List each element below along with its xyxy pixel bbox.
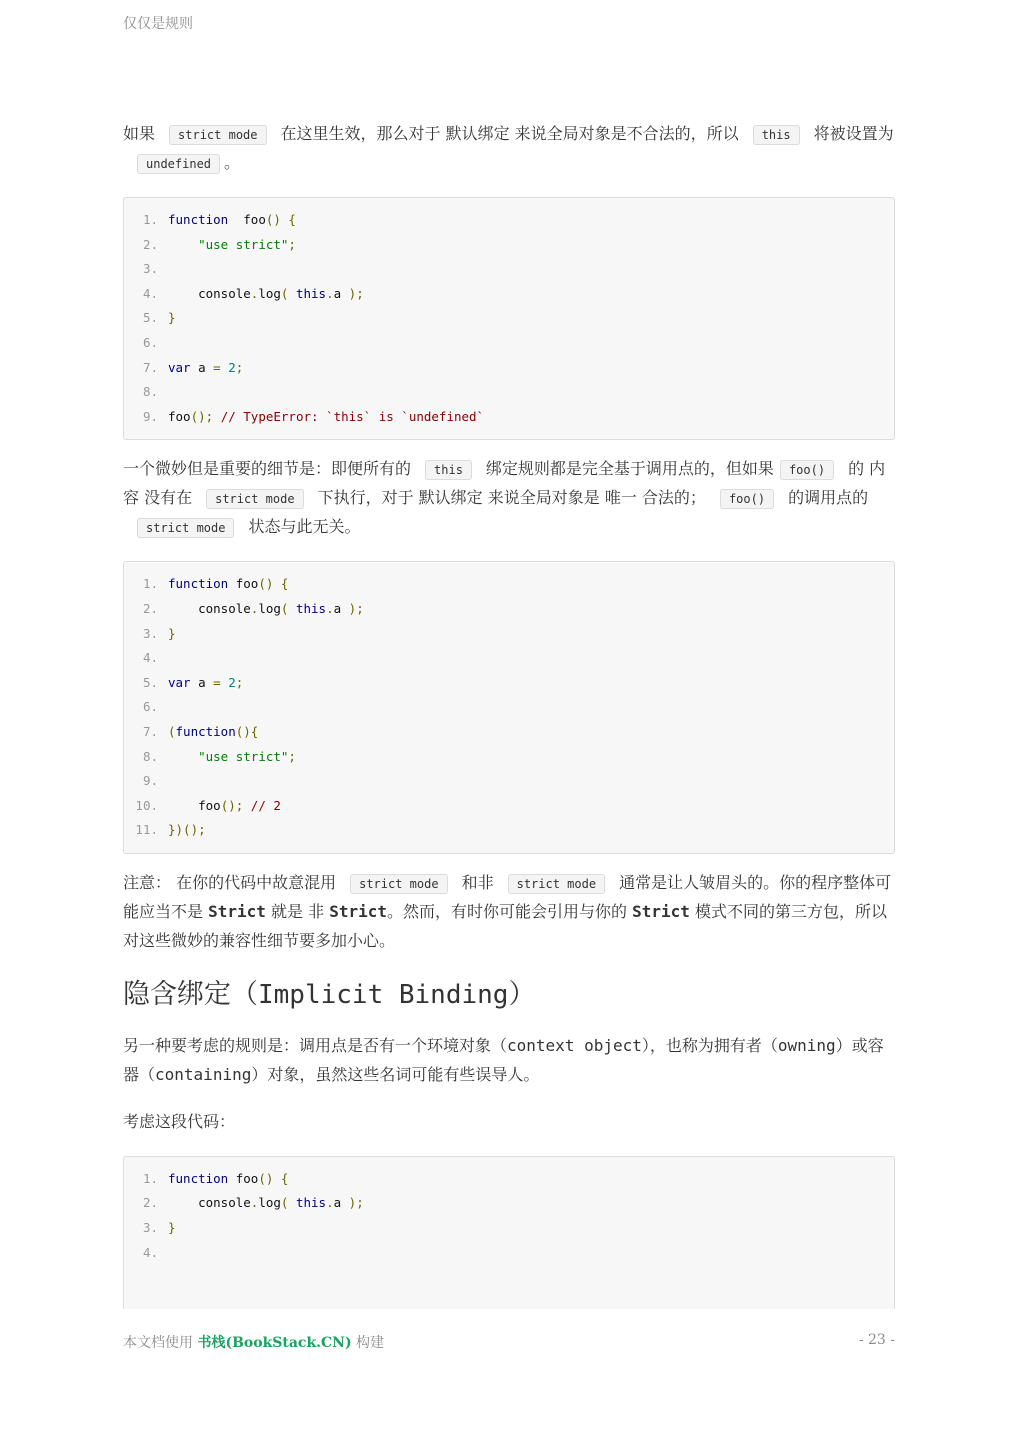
section-heading-implicit-binding (123, 975, 895, 1015)
line-number: 1. (142, 576, 158, 592)
inline-code: undefined (137, 154, 220, 174)
code-text: } (168, 1220, 176, 1236)
text: 绑定规则都是完全基于调用点的，但如果 (485, 459, 774, 479)
footer-text: 构建 (351, 1335, 385, 1351)
code-line (124, 597, 894, 622)
line-number: 2. (142, 1195, 158, 1211)
line-number: 4. (142, 650, 158, 666)
code-text: console.log( this.a ); (168, 600, 364, 616)
strict-term: Strict (329, 901, 387, 921)
code-block-3 (123, 1156, 895, 1309)
text: 隐含绑定（ (123, 978, 258, 1010)
text: 状态与此无关。 (248, 517, 361, 537)
code-text: "use strict"; (198, 236, 296, 252)
inline-code: strict mode (137, 518, 234, 538)
text: ） (508, 978, 536, 1010)
line-number: 8. (142, 748, 158, 764)
code-line (124, 622, 894, 647)
code-line (124, 356, 894, 381)
page-footer (123, 1332, 895, 1352)
inline-code: strict mode (350, 874, 447, 894)
code-text: })(); (168, 822, 206, 838)
paragraph-note (123, 868, 895, 955)
page-number: - 23 - (858, 1332, 895, 1348)
code-text: function foo() { (168, 1170, 289, 1186)
line-number: 11. (135, 822, 158, 838)
line-number: 5. (142, 674, 158, 690)
code-line (124, 695, 894, 720)
term: context object (507, 1035, 642, 1055)
line-number: 3. (142, 1220, 158, 1236)
code-text: foo(); // TypeError: `this` is `undefined` (168, 408, 485, 424)
text: 通常是让人皱眉头的。你的程序整体可能应当不是 (123, 872, 892, 921)
code-text: var a = 2; (168, 359, 244, 375)
text: ）对象，虽然这些名词可能有些误导人。 (251, 1064, 540, 1084)
code-text: console.log( this.a ); (168, 285, 364, 301)
code-line (124, 208, 894, 233)
line-number: 7. (142, 359, 158, 375)
text: 注意： 在你的代码中故意混用 (123, 872, 337, 892)
code-line (124, 1167, 894, 1192)
code-line (124, 818, 894, 843)
inline-code: foo() (720, 489, 774, 509)
text: ）或容器（ (123, 1035, 884, 1084)
line-number: 5. (142, 310, 158, 326)
line-number: 1. (142, 1170, 158, 1186)
footer-text: 本文档使用 (123, 1335, 198, 1351)
strict-term: Strict (632, 901, 690, 921)
line-number: 8. (142, 384, 158, 400)
code-text: var a = 2; (168, 674, 244, 690)
paragraph-consider-code: 考虑这段代码： (123, 1111, 236, 1131)
line-number: 7. (142, 723, 158, 739)
line-number: 6. (142, 334, 158, 350)
code-text: } (168, 310, 176, 326)
code-line (124, 306, 894, 331)
text: 。然而，有时你可能会引用与你的 (386, 901, 627, 921)
code-text: function foo() { (168, 212, 296, 227)
code-text: console.log( this.a ); (168, 1195, 364, 1211)
paragraph-subtle-detail (123, 454, 895, 541)
page-content (123, 119, 895, 1309)
code-text: (function(){ (168, 723, 259, 739)
code-line (124, 405, 894, 430)
code-line (124, 1241, 894, 1266)
inline-code: this (753, 125, 800, 145)
code-line (124, 646, 894, 671)
code-line (124, 745, 894, 770)
text: 如果 (123, 124, 156, 143)
inline-code: this (425, 460, 472, 480)
code-text: foo(); // 2 (168, 797, 281, 813)
code-line (124, 1216, 894, 1241)
line-number: 2. (142, 236, 158, 252)
code-line (124, 794, 894, 819)
text: 下执行，对于 默认绑定 来说全局对象是 唯一 合法的； (317, 488, 706, 508)
heading-code: Implicit Binding (258, 979, 509, 1010)
code-line (124, 720, 894, 745)
code-line (124, 671, 894, 696)
code-text: "use strict"; (198, 748, 296, 764)
code-block-2 (123, 561, 895, 854)
line-number: 6. (142, 699, 158, 715)
inline-code: strict mode (206, 489, 303, 509)
text: 和非 (461, 872, 494, 892)
inline-code: strict mode (508, 874, 605, 894)
line-number: 3. (142, 261, 158, 277)
line-number: 10. (135, 797, 158, 813)
text: 另一种要考虑的规则是：调用点是否有一个环境对象（ (123, 1035, 508, 1055)
code-text: function foo() { (168, 576, 289, 592)
paragraph-strict-mode (123, 119, 895, 177)
line-number: 2. (142, 600, 158, 616)
text: 就是 非 (271, 901, 325, 921)
code-text: } (168, 625, 176, 641)
text: 模式不同的第三方包，所以对这些微妙的兼容性细节要多加小心。 (123, 901, 887, 950)
code-line (124, 233, 894, 258)
code-line (124, 1191, 894, 1216)
code-line (124, 331, 894, 356)
text: 在这里生效，那么对于 默认绑定 来说全局对象是不合法的，所以 (280, 124, 739, 143)
line-number: 4. (142, 285, 158, 301)
term: owning (777, 1035, 836, 1055)
text: 一个微妙但是重要的细节是：即便所有的 (123, 459, 412, 479)
text: ），也称为拥有者（ (641, 1035, 778, 1055)
text: 将被设置为 (813, 124, 894, 143)
line-number: 4. (142, 1244, 158, 1260)
line-number: 9. (142, 408, 158, 424)
strict-term: Strict (208, 901, 266, 921)
code-line (124, 380, 894, 405)
paragraph-context-object (123, 1031, 895, 1089)
running-header: 仅仅是规则 (123, 16, 193, 32)
code-block-1 (123, 197, 895, 440)
code-line (124, 282, 894, 307)
inline-code: foo() (780, 460, 834, 480)
text: 的 内容 没有在 (123, 459, 886, 508)
text: 。 (224, 153, 241, 172)
inline-code: strict mode (169, 125, 266, 145)
line-number: 9. (142, 773, 158, 789)
term: containing (155, 1064, 252, 1084)
code-line (124, 769, 894, 794)
code-line (124, 257, 894, 282)
code-line (124, 572, 894, 597)
bookstack-link[interactable]: 书栈(BookStack.CN) (197, 1335, 352, 1351)
line-number: 3. (142, 625, 158, 641)
line-number: 1. (142, 212, 158, 227)
text: 的调用点的 (788, 488, 869, 508)
